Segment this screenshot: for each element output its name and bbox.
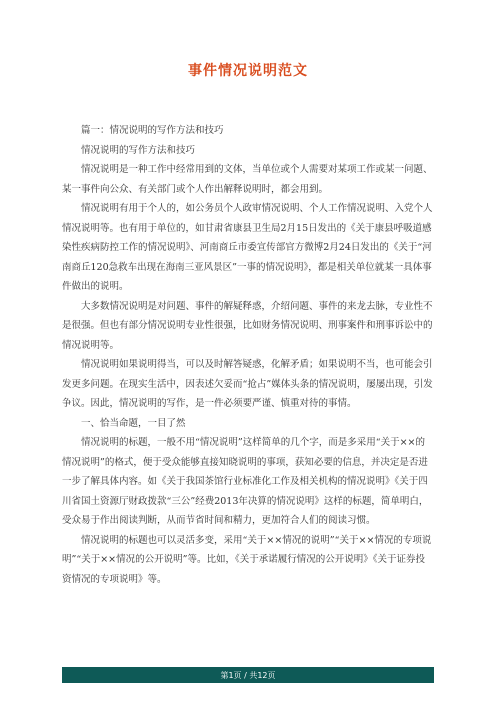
page-indicator: 第1页 / 共12页: [220, 670, 276, 680]
paragraph: 情况说明的标题，一般不用“情况说明”这样简单的几个字，而是多采用“关于××的情况说明”的格式，便于受众能够直接知晓说明的事项，获知必要的信息，并决定是否进一步了解具体内容。如《关于我国茶馆行业标准化工作及相关机构的情况说明》《关于四川省国土资源厅财政拨款“三公”经费2013年决算的情况说明》这样的标题，简单明白，受众易于作出阅读判断，从而节省时间和精力，更加符合人们的阅读习惯。: [62, 437, 429, 526]
page-footer: [62, 667, 434, 683]
paragraph: 大多数情况说明是对问题、事件的解疑释惑，介绍问题、事件的来龙去脉，专业性不是很强。但也有部分情况说明专业性很强，比如财务情况说明、刑事案件和刑事诉讼中的情况说明等。: [62, 300, 433, 351]
document-body: [62, 121, 434, 589]
section-subheading: 一、恰当命题，一目了然: [81, 417, 186, 429]
paragraph: 情况说明是一种工作中经常用到的文体，当单位或个人需要对某项工作或某一问题、某一事件向公众、有关部门或个人作出解释说明时，都会用到。: [62, 164, 433, 195]
paragraph: 情况说明的标题也可以灵活多变，采用“关于××情况的说明”“关于××情况的专项说明”“关于××情况的公开说明”等。比如，《关于承诺履行情况的公开说明》《关于证券投资情况的专项说明》等。: [62, 534, 432, 585]
section-heading: 篇一：情况说明的写作方法和技巧: [81, 125, 224, 136]
paragraph: 情况说明如果说明得当，可以及时解答疑惑，化解矛盾；如果说明不当，也可能会引发更多问题。在现实生活中，因表述欠妥而“抢占”媒体头条的情况说明，屡屡出现，引发争议。因此，情况说明的写作，是一件必须要严谨、慎重对待的事情。: [62, 359, 433, 409]
subheading: 情况说明的写作方法和技巧: [81, 144, 196, 156]
document-title: 事件情况说明范文: [188, 63, 308, 79]
paragraph: 情况说明有用于个人的，如公务员个人政审情况说明、个人工作情况说明、入党个人情况说明等。也有用于单位的，如甘肃省康县卫生局2月15日发出的《关于康县呼吸道感染性疾病防控工作的情况说明》、河南商丘市委宣传部官方微博2月24日发出的《关于“河南商丘120急救车出现在海南三亚风景区”一事的情况说明》，都是相关单位就某一具体事件做出的说明。: [62, 203, 433, 292]
